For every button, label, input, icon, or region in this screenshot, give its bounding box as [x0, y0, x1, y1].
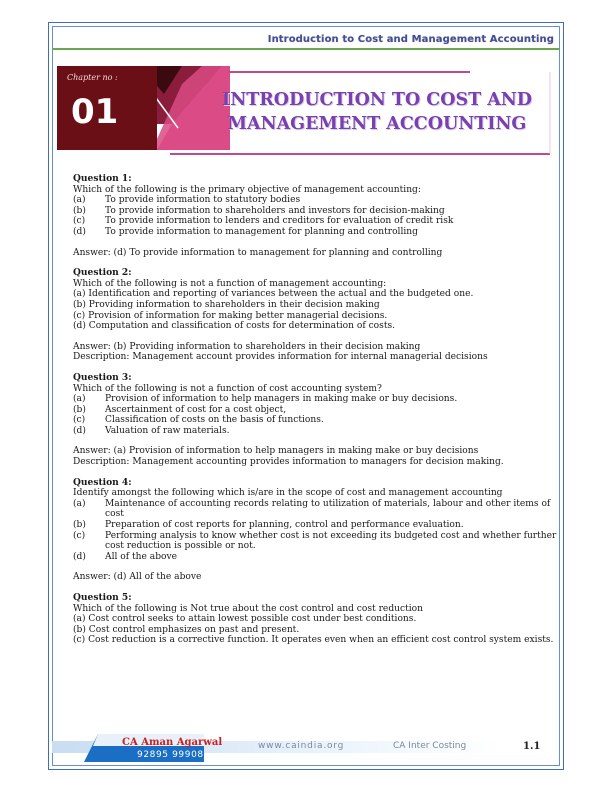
chapter-number-box	[57, 66, 157, 150]
chapter-title	[212, 88, 542, 136]
option-text: To provide information to lenders and creditors for evaluation of credit risk	[105, 216, 454, 227]
website-link[interactable]: www.caindia.org	[258, 741, 345, 751]
option-text: To provide information to shareholders and investors for decision-making	[105, 205, 445, 216]
chapter-label: Chapter no :	[67, 73, 118, 82]
option-row	[73, 499, 559, 520]
page-number: 1.1	[523, 741, 541, 752]
option-text: To provide information to management for planning and controlling	[105, 226, 418, 237]
option-key: (d)	[73, 551, 86, 562]
option-key: (b)	[73, 404, 86, 415]
option-row	[73, 426, 559, 437]
option-row	[73, 520, 559, 531]
option-text: Valuation of raw materials.	[105, 425, 230, 436]
option-line: (a) Identification and reporting of variances between the actual and the budgeted one.	[73, 289, 474, 300]
option-text: To provide information to statutory bodies	[105, 195, 301, 206]
option-row	[73, 552, 559, 563]
option-row	[73, 531, 559, 552]
option-text: Maintenance of accounting records relating to utilization of materials, labour and other items of cost	[105, 498, 551, 520]
question-heading: Question 1:	[73, 173, 132, 184]
option-key: (c)	[73, 216, 86, 227]
question-text: Which of the following is not a function of cost accounting system?	[73, 383, 382, 394]
question-heading: Question 4:	[73, 476, 132, 488]
question-heading: Question 5:	[73, 592, 132, 603]
answer-block	[73, 446, 559, 467]
question-heading: Question 2:	[73, 267, 132, 279]
question-text: Which of the following is Not true about the cost control and cost reduction	[73, 603, 423, 614]
option-key: (d)	[73, 425, 86, 436]
option-line: (b) Providing information to shareholders in their decision making	[73, 299, 380, 310]
chapter-title-line2: MANAGEMENT ACCOUNTING	[227, 114, 527, 134]
question-block	[73, 373, 559, 437]
option-line: (a) Cost control seeks to attain lowest possible cost under best conditions.	[73, 614, 417, 625]
description-text: Description: Management accounting provides information to managers for decision making.	[73, 457, 504, 468]
chapter-title-line1: INTRODUCTION TO COST AND	[222, 90, 532, 110]
option-line: (b) Cost control emphasizes on past and present.	[73, 624, 300, 635]
option-row	[73, 206, 559, 217]
option-line: (c) Cost reduction is a corrective function. It operates even when an efficient cost control system exists.	[73, 635, 554, 646]
course-name: CA Inter Costing	[393, 741, 467, 751]
option-key: (c)	[73, 415, 86, 426]
answer-text: Answer: (a) Provision of information to help managers in making make or buy decisions	[73, 446, 479, 457]
option-text: Ascertainment of cost for a cost object,	[105, 404, 287, 415]
running-header: Introduction to Cost and Management Accounting	[267, 34, 554, 45]
question-list	[73, 174, 559, 656]
chapter-number: 01	[71, 92, 119, 132]
question-block	[73, 174, 559, 238]
option-key: (d)	[73, 226, 86, 237]
question-block	[73, 268, 559, 332]
answer-text: Answer: (b) Providing information to shareholders in their decision making	[73, 341, 421, 352]
option-line: (c) Provision of information for making better managerial decisions.	[73, 310, 388, 321]
option-key: (b)	[73, 205, 86, 216]
description-text: Description: Management account provides information for internal managerial decisions	[73, 352, 488, 363]
question-text: Which of the following is the primary objective of management accounting:	[73, 184, 421, 195]
option-row	[73, 195, 559, 206]
header-rule	[52, 48, 560, 50]
option-row	[73, 216, 559, 227]
option-line: (d) Computation and classification of costs for determination of costs.	[73, 321, 396, 332]
author-name: CA Aman Agarwal	[122, 737, 223, 748]
option-key: (c)	[73, 530, 86, 541]
question-text: Identify amongst the following which is/are in the scope of cost and management accounting	[73, 488, 503, 499]
option-key: (a)	[73, 394, 86, 405]
option-text: Performing analysis to know whether cost is not exceeding its budgeted cost and whether further cost reduction is possible or not.	[105, 530, 557, 552]
question-text: Which of the following is not a function of management accounting:	[73, 278, 387, 289]
option-text: Classification of costs on the basis of functions.	[105, 415, 324, 426]
option-text: Preparation of cost reports for planning, control and performance evaluation.	[105, 520, 464, 531]
chapter-banner	[52, 64, 560, 160]
option-key: (b)	[73, 520, 86, 531]
option-row	[73, 227, 559, 238]
option-row	[73, 415, 559, 426]
author-phone: 92895 99908	[137, 750, 204, 760]
question-block	[73, 593, 559, 646]
option-text: Provision of information to help managers in making make or buy decisions.	[105, 394, 458, 405]
option-key: (a)	[73, 498, 86, 509]
option-row	[73, 405, 559, 416]
option-row	[73, 394, 559, 405]
question-block	[73, 478, 559, 563]
answer-text: Answer: (d) All of the above	[73, 572, 202, 583]
option-text: All of the above	[105, 551, 178, 562]
answer-text: Answer: (d) To provide information to management for planning and controlling	[73, 247, 443, 258]
answer-block	[73, 342, 559, 363]
option-key: (a)	[73, 195, 86, 206]
question-heading: Question 3:	[73, 371, 132, 383]
